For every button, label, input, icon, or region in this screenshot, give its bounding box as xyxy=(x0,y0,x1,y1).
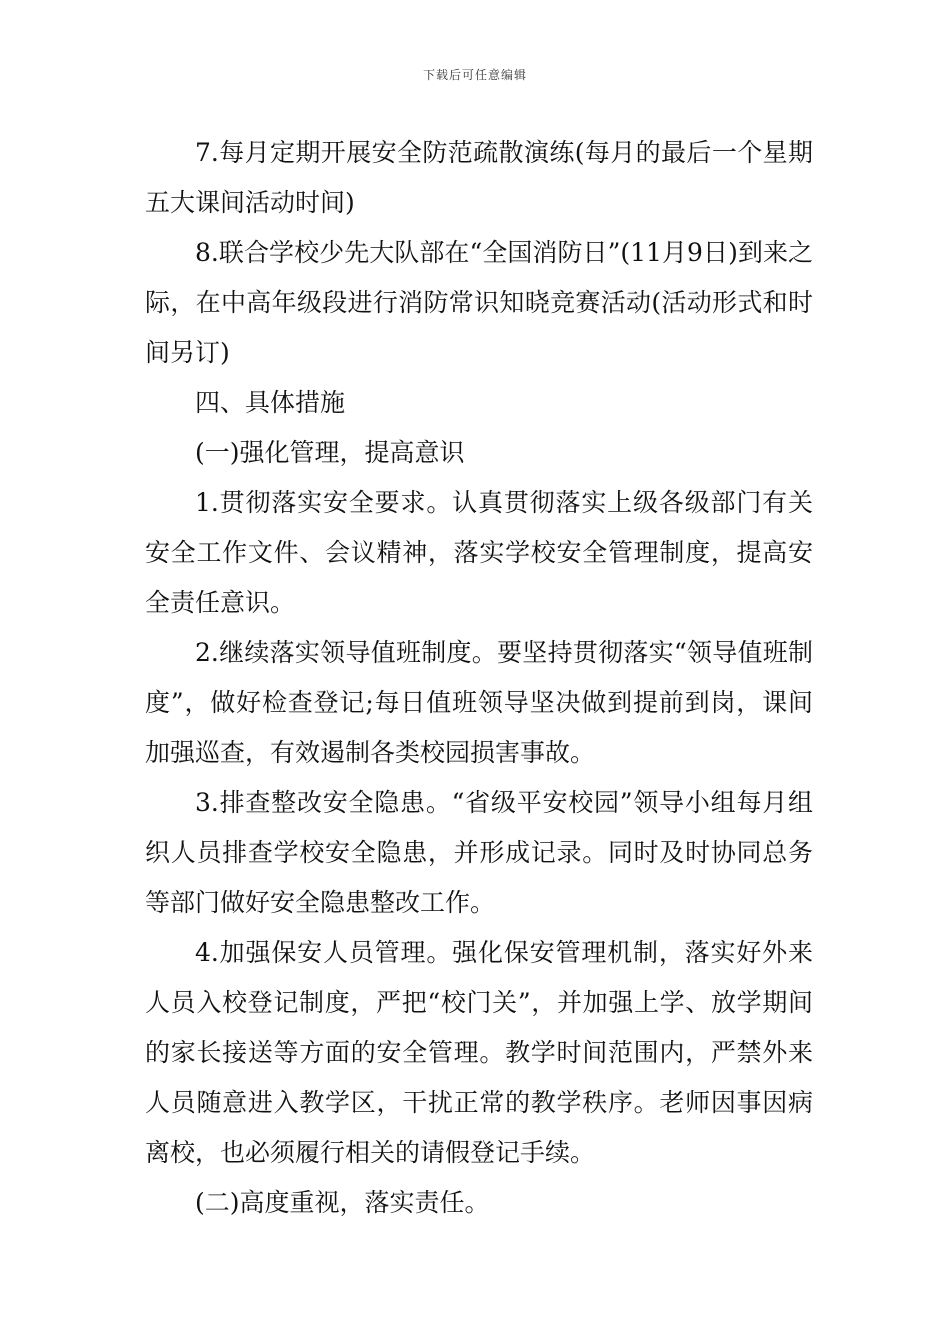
paragraph-item-7: 7.每月定期开展安全防范疏散演练(每月的最后一个星期五大课间活动时间) xyxy=(145,138,813,217)
subsection-heading-management: (一)强化管理，提高意识 xyxy=(195,438,465,467)
paragraph-item-2: 2.继续落实领导值班制度。要坚持贯彻落实“领导值班制度”，做好检查登记;每日值班领导坚决做到提前到岗，课间加强巡查，有效遏制各类校园损害事故。 xyxy=(145,638,813,767)
page-header: 下载后可任意编辑 xyxy=(422,68,527,82)
subsection-heading-responsibility: (二)高度重视，落实责任。 xyxy=(195,1188,490,1217)
document-body xyxy=(145,128,813,1228)
section-heading-measures: 四、具体措施 xyxy=(195,388,346,417)
paragraph-item-4: 4.加强保安人员管理。强化保安管理机制，落实好外来人员入校登记制度，严把“校门关”，并加强上学、放学期间的家长接送等方面的安全管理。教学时间范围内，严禁外来人员随意进入教学区，干扰正常的教学秩序。老师因事因病离校，也必须履行相关的请假登记手续。 xyxy=(145,938,813,1167)
paragraph-item-8: 8.联合学校少先大队部在“全国消防日”(11月9日)到来之际，在中高年级段进行消防常识知晓竞赛活动(活动形式和时间另订) xyxy=(145,238,813,367)
paragraph-item-1: 1.贯彻落实安全要求。认真贯彻落实上级各级部门有关安全工作文件、会议精神，落实学校安全管理制度，提高安全责任意识。 xyxy=(145,488,813,617)
paragraph-item-3: 3.排查整改安全隐患。“省级平安校园”领导小组每月组织人员排查学校安全隐患，并形成记录。同时及时协同总务等部门做好安全隐患整改工作。 xyxy=(145,788,813,917)
